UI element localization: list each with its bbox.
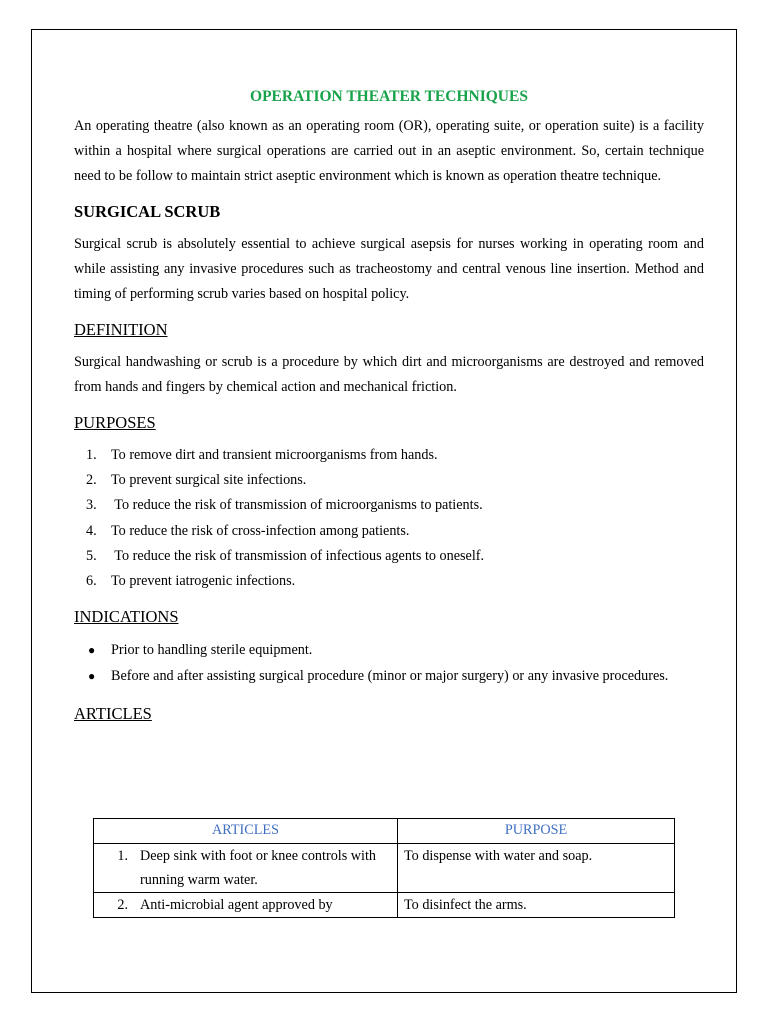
articles-table bbox=[93, 818, 675, 918]
list-number: 3. bbox=[86, 497, 97, 514]
list-text: To reduce the risk of cross-infection among patients. bbox=[111, 522, 410, 539]
document-body bbox=[74, 86, 704, 734]
item-number: 1. bbox=[117, 848, 128, 864]
document-title: OPERATION THEATER TECHNIQUES bbox=[250, 88, 528, 105]
list-item bbox=[74, 663, 704, 689]
list-number: 4. bbox=[86, 522, 97, 539]
list-text: Before and after assisting surgical procedure (minor or major surgery) or any invasive procedures. bbox=[111, 668, 669, 685]
purposes-heading: PURPOSES bbox=[74, 413, 156, 432]
list-number: 1. bbox=[86, 447, 97, 463]
list-number: 6. bbox=[86, 573, 97, 590]
table-header-articles: ARTICLES bbox=[94, 819, 398, 844]
table-cell-purpose: To disinfect the arms. bbox=[398, 893, 675, 918]
intro-paragraph: An operating theatre (also known as an operating room (OR), operating suite, or operation suite) is a facility within a hospital where surgical operations are carried out in an aseptic environment. So, certain technique need to be follow to maintain strict aseptic environment which is known as operation theatre technique. bbox=[74, 118, 704, 184]
surgical-scrub-paragraph: Surgical scrub is absolutely essential to achieve surgical asepsis for nurses working in operating room and while assisting any invasive procedures such as tracheostomy and central venous line insertion. Method and timing of performing scrub varies based on hospital policy. bbox=[74, 236, 704, 302]
table-cell-article bbox=[94, 844, 398, 893]
list-item bbox=[74, 519, 704, 544]
purposes-list bbox=[74, 443, 704, 594]
surgical-scrub-heading: SURGICAL SCRUB bbox=[74, 202, 221, 221]
list-item bbox=[74, 569, 704, 594]
indications-list bbox=[74, 637, 704, 689]
list-item bbox=[74, 468, 704, 493]
table-cell-article bbox=[94, 893, 398, 918]
list-text: Prior to handling sterile equipment. bbox=[111, 642, 313, 659]
table-header-purpose: PURPOSE bbox=[398, 819, 675, 844]
list-number: 5. bbox=[86, 547, 97, 564]
table-row bbox=[94, 893, 675, 918]
list-text: To reduce the risk of transmission of infectious agents to oneself. bbox=[111, 547, 485, 564]
list-text: To prevent surgical site infections. bbox=[111, 472, 307, 489]
bullet-icon: ● bbox=[88, 643, 96, 658]
list-text: To reduce the risk of transmission of microorganisms to patients. bbox=[111, 497, 483, 514]
article-text: Anti-microbial agent approved by bbox=[140, 897, 333, 913]
list-item bbox=[74, 544, 704, 569]
articles-heading: ARTICLES bbox=[74, 704, 152, 724]
list-item bbox=[74, 443, 704, 468]
list-item bbox=[74, 493, 704, 518]
indications-heading: INDICATIONS bbox=[74, 607, 179, 627]
article-text: Deep sink with foot or knee controls with running warm water. bbox=[140, 848, 377, 888]
table-cell-purpose: To dispense with water and soap. bbox=[398, 844, 675, 893]
definition-heading: DEFINITION bbox=[74, 320, 168, 339]
list-text: To remove dirt and transient microorganisms from hands. bbox=[111, 447, 438, 463]
list-text: To prevent iatrogenic infections. bbox=[111, 573, 296, 590]
definition-paragraph: Surgical handwashing or scrub is a procedure by which dirt and microorganisms are destroyed and removed from hands and fingers by chemical action and mechanical friction. bbox=[74, 354, 704, 395]
list-item bbox=[74, 637, 704, 663]
bullet-icon: ● bbox=[88, 669, 96, 684]
table-header-row bbox=[94, 819, 675, 844]
item-number: 2. bbox=[117, 897, 128, 913]
list-number: 2. bbox=[86, 472, 97, 489]
table-row bbox=[94, 844, 675, 893]
